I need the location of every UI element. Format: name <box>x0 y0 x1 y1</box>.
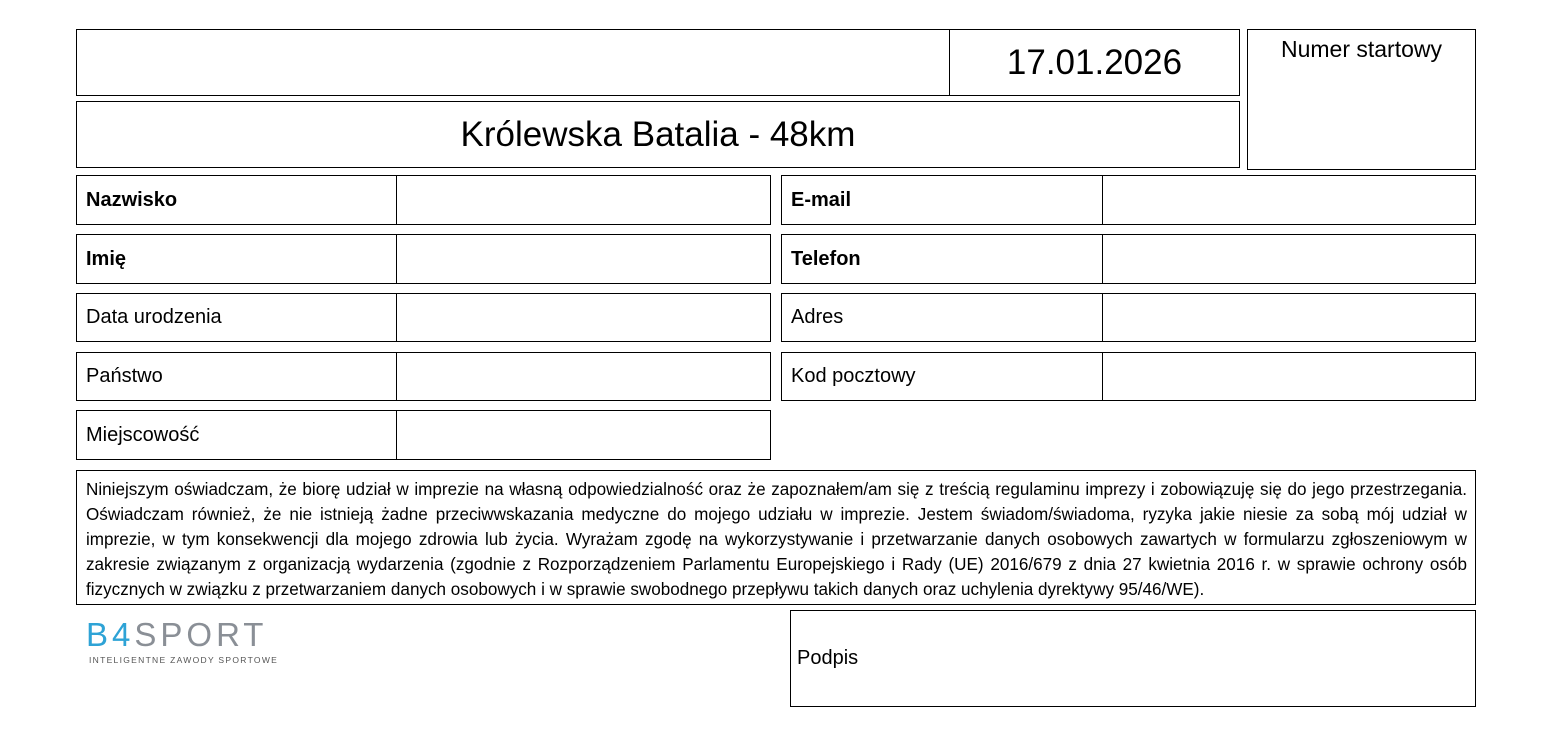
adres-input[interactable] <box>1103 294 1475 341</box>
imie-input[interactable] <box>397 235 770 283</box>
header-row <box>76 29 1240 96</box>
miejscowosc-input[interactable] <box>397 411 770 459</box>
field-row-miejscowosc <box>76 410 771 460</box>
field-row-imie <box>76 234 771 284</box>
event-title: Królewska Batalia - 48km <box>460 114 856 154</box>
logo-b4: B4 <box>86 616 135 653</box>
field-row-kod-pocztowy <box>781 352 1476 401</box>
header-blank-cell <box>77 30 949 95</box>
field-label: Data urodzenia <box>86 306 222 328</box>
logo-wordmark <box>86 618 278 651</box>
numer-startowy-box[interactable] <box>1247 29 1476 170</box>
field-label: E-mail <box>791 188 852 211</box>
field-row-nazwisko <box>76 175 771 225</box>
field-row-email <box>781 175 1476 225</box>
event-date: 17.01.2026 <box>1006 42 1183 82</box>
email-input[interactable] <box>1103 176 1475 224</box>
field-label: Miejscowość <box>86 423 200 446</box>
signature-label: Podpis <box>797 647 859 669</box>
declaration-text: Niniejszym oświadczam, że biorę udział w imprezie na własną odpowiedzialność oraz że zapoznałem/am się z treścią regulaminu imprezy i zobowiązuję się do jego przestrzegania. Oświadczam również, że nie istnieją żadne przeciwwskazania medyczne do mojego udziału w imprezie. Jestem świadom/świadoma, ryzyka jakie niesie za sobą mój udział w imprezie, w tym konsekwencji dla mojego zdrowia lub życia. Wyrażam zgodę na wykorzystywanie i przetwarzanie danych osobowych zawartych w formularzu zgłoszeniowym w zakresie związanym z organizacją wydarzenia (zgodnie z Rozporządzeniem Parlamentu Europejskiego i Rady (UE) 2016/679 z dnia 27 kwietnia 2016 r. w sprawie ochrony osób fizycznych w związku z przetwarzaniem danych osobowych i w sprawie swobodnego przepływu takich danych oraz uchylenia dyrektywy 95/46/WE). <box>76 470 1476 605</box>
numer-startowy-label: Numer startowy <box>1280 36 1443 62</box>
b4sport-logo <box>86 618 278 665</box>
field-label: Telefon <box>791 247 861 270</box>
telefon-input[interactable] <box>1103 235 1475 283</box>
field-label: Imię <box>86 247 127 270</box>
data-urodzenia-input[interactable] <box>397 294 770 341</box>
kod-pocztowy-input[interactable] <box>1103 353 1475 400</box>
field-label: Adres <box>791 306 844 328</box>
title-row <box>76 101 1240 168</box>
field-label: Nazwisko <box>86 188 178 211</box>
field-row-data-urodzenia <box>76 293 771 342</box>
field-row-adres <box>781 293 1476 342</box>
field-row-panstwo <box>76 352 771 401</box>
logo-tagline: INTELIGENTNE ZAWODY SPORTOWE <box>89 655 279 665</box>
field-row-telefon <box>781 234 1476 284</box>
field-label: Państwo <box>86 365 163 387</box>
signature-box[interactable] <box>790 610 1476 707</box>
logo-sport: SPORT <box>134 616 268 653</box>
nazwisko-input[interactable] <box>397 176 770 224</box>
field-label: Kod pocztowy <box>791 365 916 387</box>
panstwo-input[interactable] <box>397 353 770 400</box>
